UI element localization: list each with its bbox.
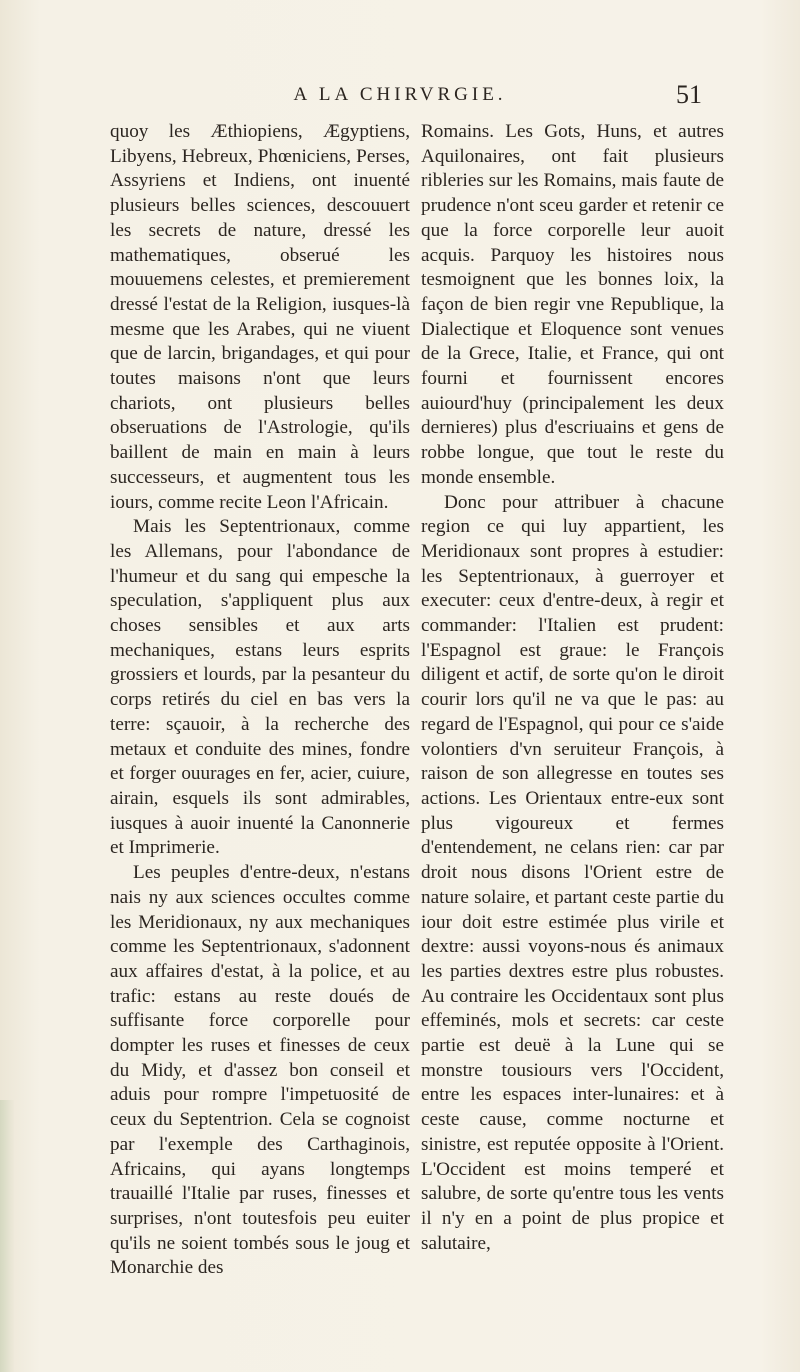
page-header (0, 80, 800, 114)
paragraph: Mais les Septentrionaux, comme les Allemans, pour l'abondance de l'humeur et du sang qui empesche la speculation, s'appliquent plus aux choses sensibles et aux arts mechaniques, estans leurs esprits grossiers et lourds, par la pesanteur du corps retirés du ciel en bas vers la terre: sçauoir, à la recherche des metaux et conduite des mines, fondre et forger ouurages en fer, acier, cuiure, airain, esquels ils sont admirables, iusques à auoir inuenté la Canonnerie et Imprimerie. (110, 516, 410, 859)
left-column (110, 120, 410, 1281)
running-head: A LA CHIRVRGIE. (293, 84, 507, 105)
paragraph: Donc pour attribuer à chacune region ce qui luy appartient, les Meridionaux sont propres à estudier: les Septentrionaux, à guerroyer et executer: ceux d'entre-deux, à regir et commander: l'Italien est prudent: l'Espagnol est graue: le François diligent et actif, de sorte qu'on le diroit courir lors qu'il ne va que le pas: au regard de l'Espagnol, qui pour ce s'aide volontiers d'vn seruiteur François, à raison de son allegresse en toutes ses actions. Les Orientaux entre-eux sont plus vigoureux et fermes d'entendement, ne celans rien: car par droit nous disons l'Orient estre de nature solaire, et partant ceste partie du iour doit estre estimée plus virile et dextre: aussi voyons-nous és animaux les parties dextres estre plus robustes. Au contraire les Occidentaux sont plus effeminés, mols et secrets: car ceste partie est deuë à la Lune qui se monstre tousiours vers l'Occident, entre les espaces inter-lunaires: et à ceste cause, comme nocturne et sinistre, est reputée opposite à l'Orient. L'Occident est moins temperé et salubre, de sorte qu'entre tous les vents il n'y en a point de plus propice et salutaire, (421, 491, 724, 1254)
page-edge-shadow (0, 1100, 14, 1372)
page-number: 51 (676, 80, 702, 109)
paragraph: quoy les Æthiopiens, Ægyptiens, Libyens, Hebreux, Phœniciens, Perses, Assyriens et Indiens, ont inuenté plusieurs belles sciences, descouuert les secrets de nature, dressé les mathematiques, obserué les mouuemens celestes, et premierement dressé l'estat de la Religion, iusques-là mesme que les Arabes, qui ne viuent que de larcin, brigandages, et qui pour toutes maisons n'ont que leurs chariots, ont plusieurs belles obseruations de l'Astrologie, qu'ils baillent de main en main à leurs successeurs, et augmentent tous les iours, comme recite Leon l'Africain. (110, 121, 410, 513)
paragraph: Romains. Les Gots, Huns, et autres Aquilonaires, ont fait plusieurs ribleries sur les Romains, mais faute de prudence n'ont sceu garder et retenir ce que la force corporelle leur auoit acquis. Parquoy les histoires nous tesmoignent que les bonnes loix, la façon de bien regir vne Republique, la Dialectique et Eloquence sont venues de la Grece, Italie, et France, qui ont fourni et fournissent encores auiourd'huy (principalement les deux dernieres) plus d'escriuains et gens de robbe longue, que tout le reste du monde ensemble. (421, 121, 724, 488)
paragraph: Les peuples d'entre-deux, n'estans nais ny aux sciences occultes comme les Meridionaux, ny aux mechaniques comme les Septentrionaux, s'adonnent aux affaires d'estat, à la police, et au trafic: estans au reste doués de suffisante force corporelle pour dompter les ruses et finesses de ceux du Midy, et d'assez bon conseil et aduis pour rompre l'impetuosité de ceux du Septentrion. Cela se cognoist par l'exemple des Carthaginois, Africains, qui ayans longtemps trauaillé l'Italie par ruses, finesses et surprises, n'ont toutesfois peu euiter qu'ils ne soient tombés sous le joug et Monarchie des (110, 862, 410, 1279)
right-column (421, 120, 724, 1256)
